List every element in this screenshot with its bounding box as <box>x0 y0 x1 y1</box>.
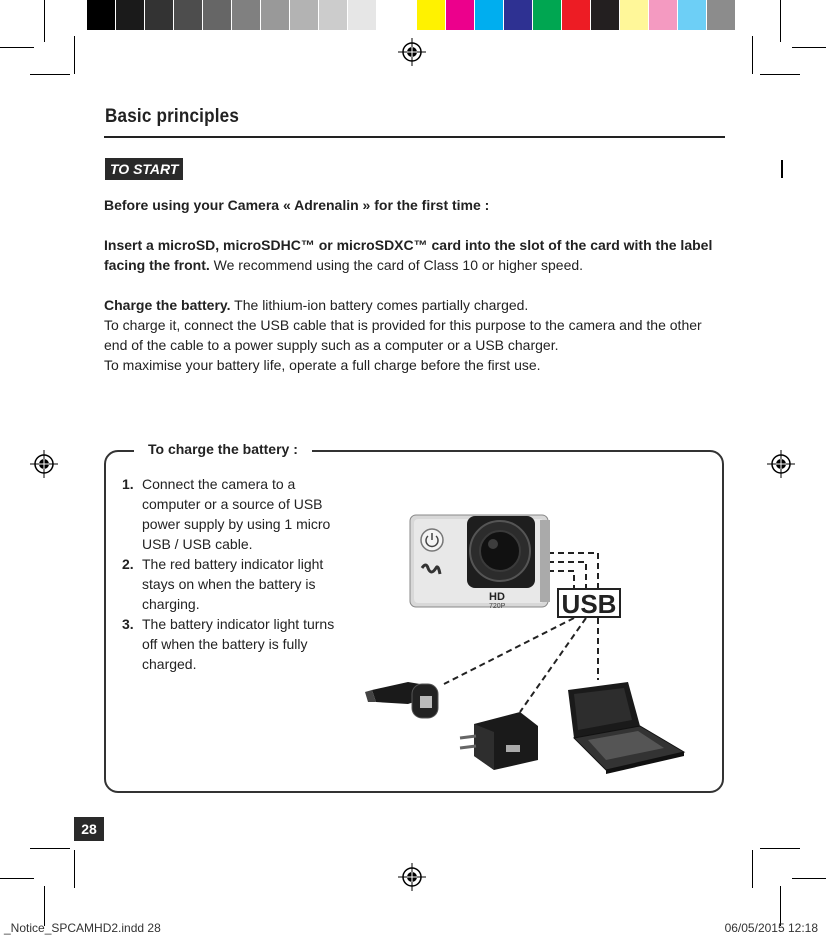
color-bar <box>417 0 736 30</box>
camera-hd-label: HD <box>489 591 505 603</box>
color-swatch <box>174 0 203 30</box>
page-number: 28 <box>74 817 104 841</box>
color-swatch <box>290 0 319 30</box>
crop-mark <box>0 878 34 879</box>
color-swatch <box>446 0 475 30</box>
battery-life-tip: To maximise your battery life, operate a full charge before the first use. <box>104 357 541 373</box>
registration-mark-icon <box>398 38 426 66</box>
crop-mark <box>792 878 826 879</box>
camera-icon <box>410 515 550 607</box>
color-swatch <box>203 0 232 30</box>
list-item <box>122 614 342 674</box>
charge-box-title: To charge the battery : <box>134 441 312 457</box>
color-swatch <box>319 0 348 30</box>
color-swatch <box>678 0 707 30</box>
step-number: 3. <box>122 616 134 632</box>
charge-instructions: To charge it, connect the USB cable that is provided for this purpose to the camera and the other end of the cable to a power supply such as a computer or a USB charger. <box>104 317 702 353</box>
battery-text: The lithium-ion battery comes partially charged. <box>230 297 529 313</box>
car-charger-icon <box>365 682 438 718</box>
color-swatch <box>707 0 736 30</box>
crop-mark <box>752 850 753 888</box>
crop-mark <box>780 0 781 42</box>
color-swatch <box>145 0 174 30</box>
footer-date: 06/05/2015 12:18 <box>724 921 818 935</box>
crop-mark <box>752 36 753 74</box>
registration-mark-icon <box>767 450 795 478</box>
charge-steps-list <box>122 474 342 674</box>
camera-res-label: 720P <box>489 603 506 610</box>
microsd-paragraph <box>104 235 724 275</box>
color-swatch <box>533 0 562 30</box>
registration-mark-icon <box>398 863 426 891</box>
color-swatch <box>620 0 649 30</box>
page-title: Basic principles <box>105 106 240 127</box>
color-swatch <box>232 0 261 30</box>
color-swatch <box>475 0 504 30</box>
microsd-text: We recommend using the card of Class 10 or higher speed. <box>209 257 584 273</box>
microsd-bold-text: Insert a microSD, microSDHC™ or microSDXC™ card into the slot of the card with the label facing the front. <box>104 237 713 273</box>
battery-bold-text: Charge the battery. <box>104 297 231 313</box>
list-item <box>122 554 342 614</box>
footer-file: _Notice_SPCAMHD2.indd 28 <box>4 921 161 935</box>
usb-label: USB <box>557 588 621 618</box>
crop-mark <box>74 36 75 74</box>
step-text: The red battery indicator light stays on when the battery is charging. <box>142 556 324 612</box>
color-swatch <box>377 0 406 30</box>
laptop-icon <box>568 682 684 774</box>
color-swatch <box>649 0 678 30</box>
crop-mark <box>780 886 781 926</box>
bleed-mark <box>781 160 783 178</box>
color-swatch <box>417 0 446 30</box>
charging-illustration <box>340 505 700 785</box>
crop-mark <box>44 886 45 926</box>
gray-color-bar <box>87 0 406 30</box>
color-swatch <box>116 0 145 30</box>
crop-mark <box>0 47 34 48</box>
crop-mark <box>760 74 800 75</box>
color-swatch <box>504 0 533 30</box>
step-text: Connect the camera to a computer or a source of USB power supply by using 1 micro USB / USB cable. <box>142 476 331 552</box>
step-number: 2. <box>122 556 134 572</box>
list-item <box>122 474 342 554</box>
crop-mark <box>74 850 75 888</box>
registration-mark-icon <box>30 450 58 478</box>
step-number: 1. <box>122 476 134 492</box>
crop-mark <box>44 0 45 42</box>
color-swatch <box>591 0 620 30</box>
title-divider <box>104 136 725 138</box>
crop-mark <box>30 848 70 849</box>
crop-mark <box>792 47 826 48</box>
color-swatch <box>261 0 290 30</box>
section-badge: TO START <box>105 158 183 180</box>
color-swatch <box>348 0 377 30</box>
color-swatch <box>562 0 591 30</box>
crop-mark <box>30 74 70 75</box>
wall-adapter-icon <box>460 712 538 770</box>
crop-mark <box>760 848 800 849</box>
intro-heading: Before using your Camera « Adrenalin » for the first time : <box>104 197 490 213</box>
step-text: The battery indicator light turns off when the battery is fully charged. <box>142 616 335 672</box>
battery-paragraph <box>104 295 724 315</box>
color-swatch <box>87 0 116 30</box>
